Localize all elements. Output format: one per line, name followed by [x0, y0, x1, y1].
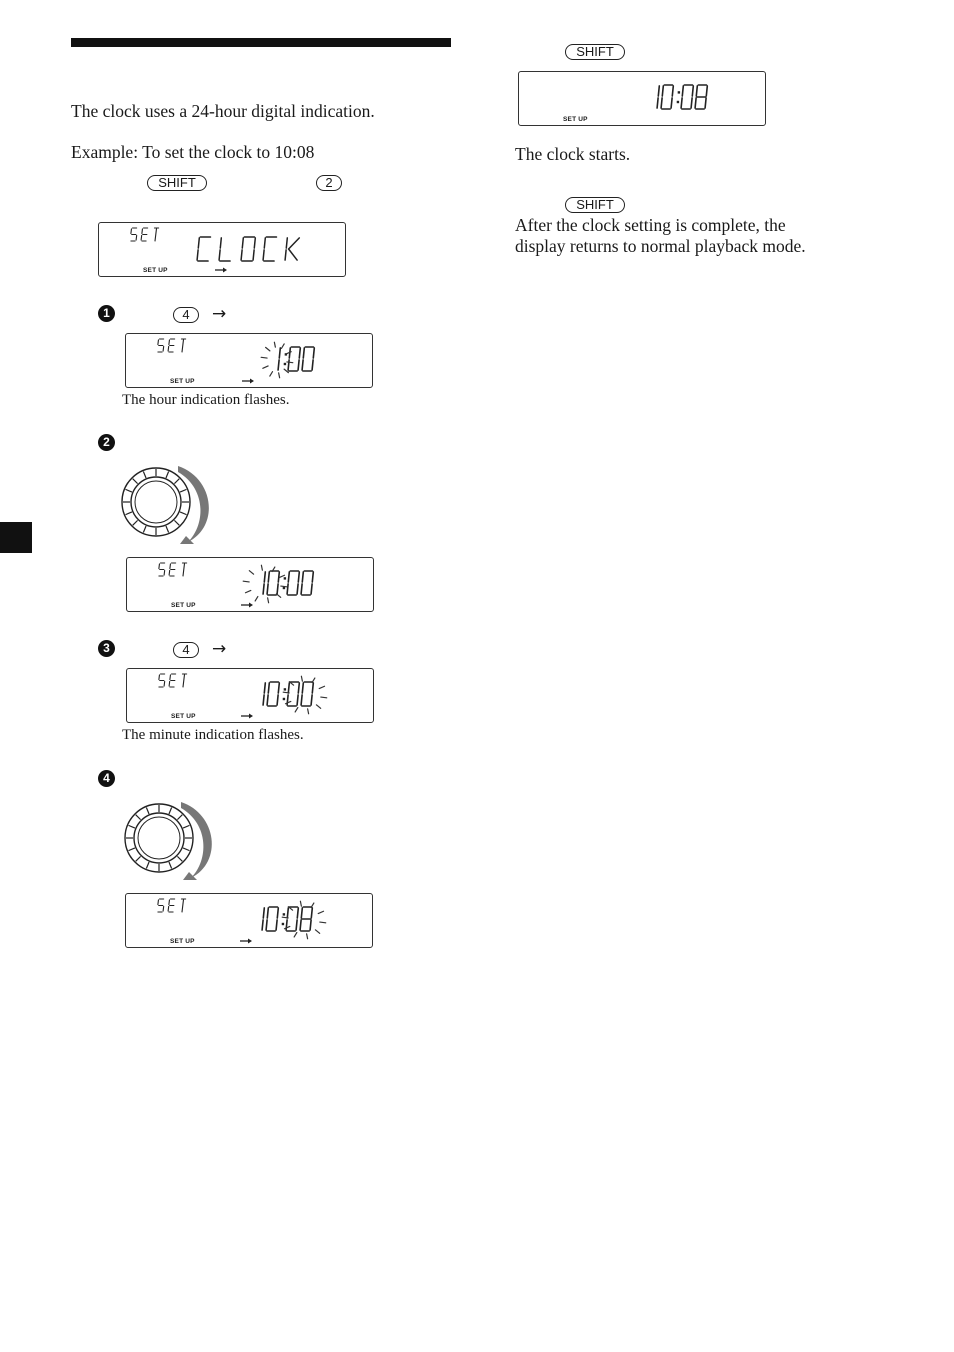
setup-indicator: SET UP: [171, 713, 196, 720]
setup-indicator: SET UP: [170, 378, 195, 385]
step-1-caption: The hour indication flashes.: [122, 392, 290, 408]
lcd-display-final: [518, 71, 766, 126]
lcd-display-step2: [126, 557, 374, 612]
setup-indicator: SET UP: [171, 602, 196, 609]
lcd-display-step3: [126, 668, 374, 723]
arrow-right-icon: →: [212, 639, 227, 659]
setup-indicator: SET UP: [170, 938, 195, 945]
complete-text-line2: display returns to normal playback mode.: [515, 236, 806, 256]
complete-text-line1: After the clock setting is complete, the: [515, 215, 786, 235]
lcd-display-step4: [125, 893, 373, 948]
lcd-display-clock: [98, 222, 346, 277]
key-2: 2: [316, 175, 342, 191]
step-4-badge: 4: [98, 770, 115, 787]
step-2-badge: 2: [98, 434, 115, 451]
step-3-badge: 3: [98, 640, 115, 657]
intro-text: The clock uses a 24-hour digital indication.: [71, 101, 375, 121]
key-4: 4: [173, 642, 199, 658]
shift-key: SHIFT: [147, 175, 207, 191]
setup-indicator: SET UP: [143, 267, 168, 274]
rotary-dial-icon: [120, 458, 220, 546]
shift-key: SHIFT: [565, 197, 625, 213]
arrow-right-icon: →: [212, 304, 227, 324]
section-tab-marker: [0, 522, 32, 553]
step-3-caption: The minute indication flashes.: [122, 727, 304, 743]
shift-key: SHIFT: [565, 44, 625, 60]
example-text: Example: To set the clock to 10:08: [71, 142, 315, 162]
rotary-dial-icon: [123, 794, 223, 882]
setup-indicator: SET UP: [563, 116, 588, 123]
section-header-rule: [71, 38, 451, 47]
step-1-badge: 1: [98, 305, 115, 322]
key-4: 4: [173, 307, 199, 323]
clock-starts-text: The clock starts.: [515, 144, 631, 164]
lcd-display-step1: [125, 333, 373, 388]
